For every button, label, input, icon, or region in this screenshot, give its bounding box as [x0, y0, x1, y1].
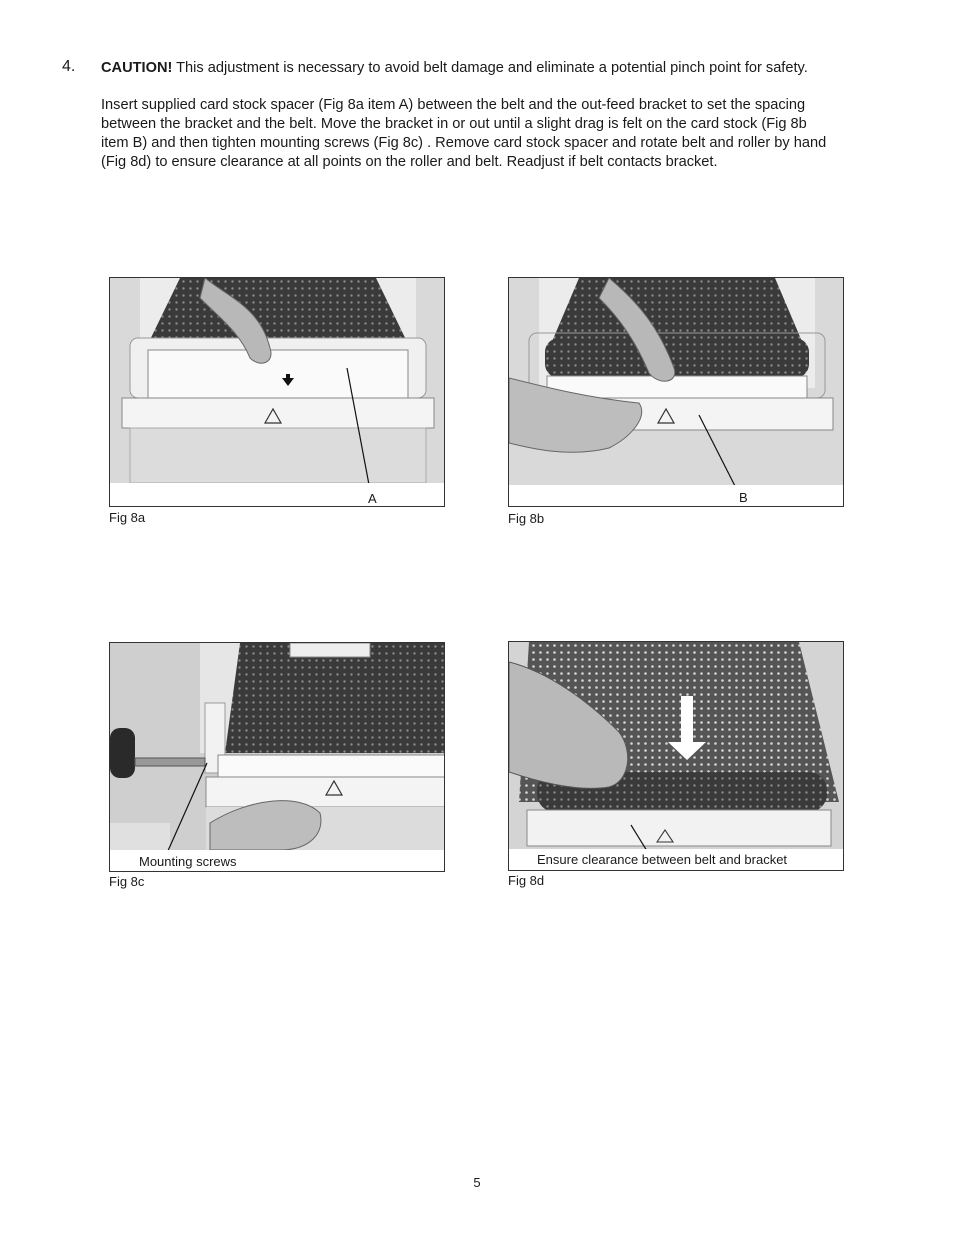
callout-clearance: Ensure clearance between belt and bracket: [537, 852, 788, 867]
figure-8d-photo: [508, 641, 844, 871]
callout-b: B: [739, 490, 748, 505]
figure-8b-illustration: [509, 278, 844, 507]
figure-8a-photo: [109, 277, 445, 507]
callout-a: A: [368, 491, 377, 506]
step-number: 4.: [62, 58, 76, 75]
callout-mounting-screws: Mounting screws: [139, 854, 237, 869]
figure-8a-illustration: [110, 278, 445, 507]
caution-paragraph: [101, 59, 901, 78]
figure-8b-caption: Fig 8b: [508, 511, 545, 526]
instruction-line: item B) and then tighten mounting screws (Fig 8c) . Remove card stock spacer and rotate belt and roller by hand: [101, 135, 827, 151]
instruction-paragraph: [101, 96, 901, 172]
page-number: 5: [473, 1175, 481, 1190]
caution-text: This adjustment is necessary to avoid belt damage and eliminate a potential pinch point for safety.: [172, 60, 808, 76]
figure-8d-caption: Fig 8d: [508, 873, 545, 888]
figure-8c-caption: Fig 8c: [109, 874, 145, 889]
figure-8a-caption: Fig 8a: [109, 510, 146, 525]
instruction-line: between the bracket and the belt. Move the bracket in or out until a slight drag is felt on the card stock (Fig 8b: [101, 116, 807, 132]
caution-label: CAUTION!: [101, 60, 173, 76]
instruction-line: (Fig 8d) to ensure clearance at all points on the roller and belt. Readjust if belt contacts bracket.: [101, 154, 718, 170]
figure-8d-illustration: [509, 642, 844, 871]
instruction-line: Insert supplied card stock spacer (Fig 8a item A) between the belt and the out-feed bracket to set the spacing: [101, 97, 806, 113]
figure-8c-photo: [109, 642, 445, 872]
figure-8c-illustration: [110, 643, 445, 872]
figure-8b-photo: [508, 277, 844, 507]
